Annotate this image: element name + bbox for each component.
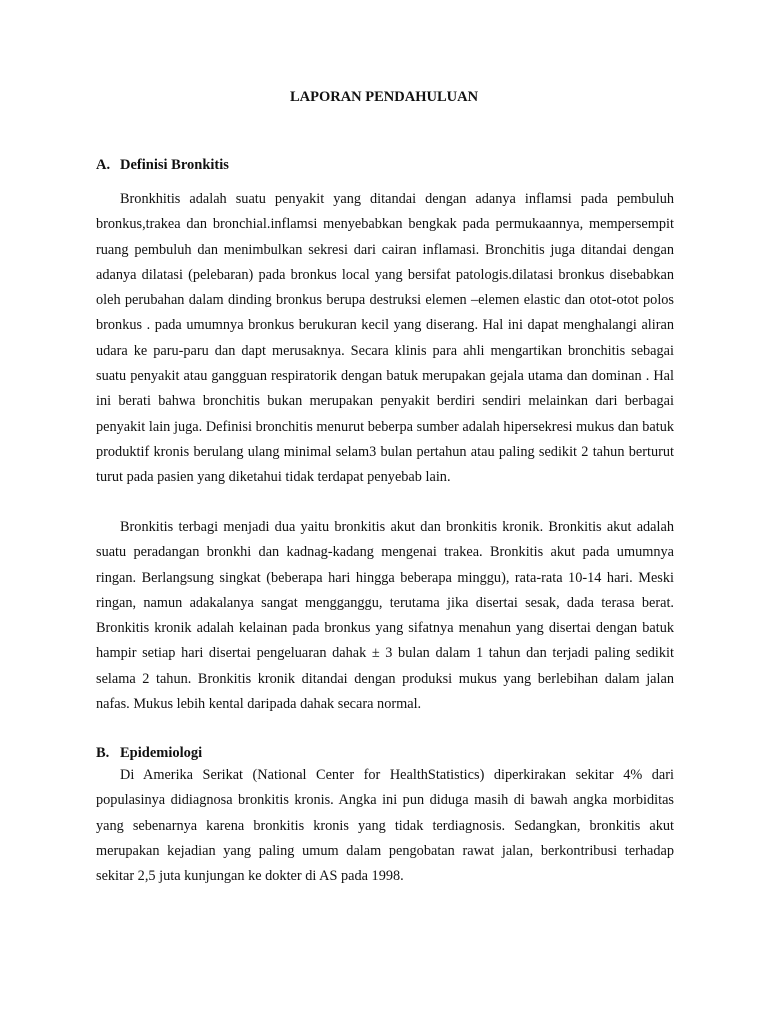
paragraph-definisi-1: Bronkhitis adalah suatu penyakit yang ditandai dengan adanya inflamsi pada pembuluh bronkus,trakea dan bronchial.inflamsi menyebabkan bengkak pada permukaannya, mempersempit ruang pembuluh dan menimbulkan sekresi dari cairan inflamasi. Bronchitis juga ditandai dengan adanya dilatasi (pelebaran) pada bronkus local yang bersifat patologis.dilatasi bronkus disebabkan oleh perubahan dalam dinding bronkus berupa destruksi elemen –elemen elastic dan otot-otot polos bronkus . pada umumnya bronkus berukuran kecil yang diserang. Hal ini dapat menghalangi aliran udara ke paru-paru dan dapt merusaknya. Secara klinis para ahli mengartikan bronchitis sebagai suatu penyakit atau gangguan respiratorik dengan batuk merupakan gejala utama dan dominan . Hal ini berati bahwa bronchitis bukan merupakan penyakit berdiri sendiri melainkan dari berbagai penyakit lain juga. Definisi bronchitis menurut beberpa sumber adalah hipersekresi mukus dan batuk produktif kronis berulang ulang minimal selam3 bulan pertahun atau paling sedikit 2 tahun berturut turut pada pasien yang diketahui tidak terdapat penyebab lain.	[96, 191, 674, 486]
section-letter: B.	[96, 745, 110, 761]
section-letter: A.	[96, 157, 111, 173]
section-heading-definisi	[96, 156, 229, 174]
paragraph-definisi-2: Bronkitis terbagi menjadi dua yaitu bronkitis akut dan bronkitis kronik. Bronkitis akut adalah suatu peradangan bronkhi dan kadnag-kadang mengenai trakea. Bronkitis akut pada umumnya ringan. Berlangsung singkat (beberapa hari hingga beberapa minggu), rata-rata 10-14 hari. Meski ringan, namun adakalanya sangat mengganggu, terutama jika disertai sesak, dada terasa berat. Bronkitis kronik adalah kelainan pada bronkus yang sifatnya menahun yang disertai dengan batuk hampir setiap hari disertai pengeluaran dahak ± 3 bulan dalam 1 tahun dan terjadi paling sedikit selama 2 tahun. Bronkitis kronik ditandai dengan produksi mukus yang berlebihan dalam jalan nafas. Mukus lebih kental daripada dahak secara normal.	[96, 519, 674, 713]
section-heading-epidemiologi	[96, 744, 202, 762]
section-heading-text: Epidemiologi	[120, 745, 203, 761]
paragraph-epidemiologi-1: Di Amerika Serikat (National Center for HealthStatistics) diperkirakan sekitar 4% dari populasinya didiagnosa bronkitis kronis. Angka ini pun diduga masih di bawah angka morbiditas yang sebenarnya karena bronkitis kronis yang tidak terdiagnosis. Sedangkan, bronkitis akut merupakan kejadian yang paling umum dalam pengobatan rawat jalan, berkontribusi terhadap sekitar 2,5 juta kunjungan ke dokter di AS pada 1998.	[96, 767, 674, 885]
section-heading-text: Definisi Bronkitis	[120, 157, 229, 173]
document-title: LAPORAN PENDAHULUAN	[289, 89, 479, 105]
